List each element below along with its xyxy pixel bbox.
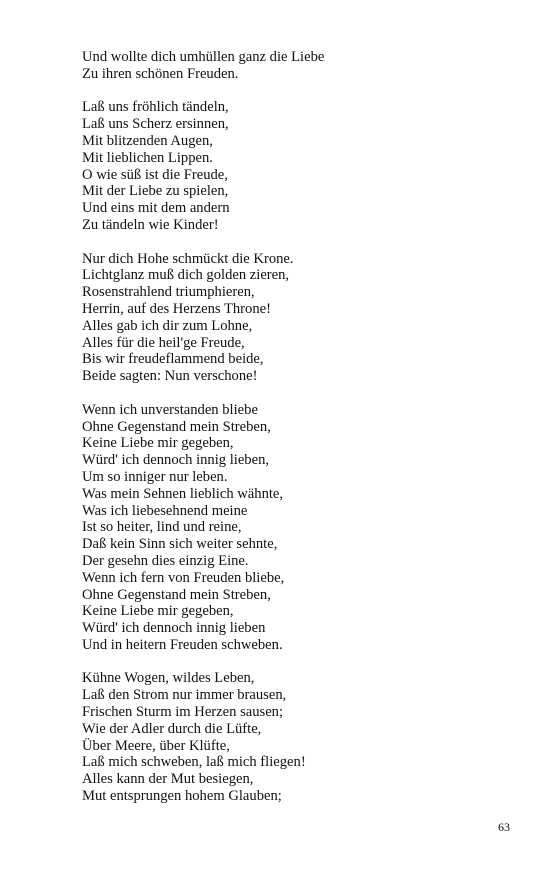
- poem-line: Alles kann der Mut besiegen,: [82, 771, 254, 788]
- poem-line: Was mein Sehnen lieblich wähnte,: [82, 485, 284, 502]
- poem-line: Bis wir freudeflammend beide,: [82, 351, 264, 368]
- poem-line: Frischen Sturm im Herzen sausen;: [82, 704, 284, 721]
- poem-line: Daß kein Sinn sich weiter sehnte,: [82, 536, 278, 553]
- poem-line: Alles gab ich dir zum Lohne,: [82, 317, 253, 334]
- poem-line: Mit der Liebe zu spielen,: [82, 183, 229, 200]
- poem-line: Laß uns fröhlich tändeln,: [82, 99, 229, 116]
- poem-line: Ist so heiter, lind und reine,: [82, 519, 242, 536]
- poem-line: Keine Liebe mir gegeben,: [82, 435, 234, 452]
- poem-text: [82, 49, 512, 822]
- poem-line: Kühne Wogen, wildes Leben,: [82, 670, 255, 687]
- poem-line: Der gesehn dies einzig Eine.: [82, 552, 249, 569]
- poem-line: Über Meere, über Klüfte,: [82, 737, 230, 754]
- poem-line: Zu ihren schönen Freuden.: [82, 65, 239, 82]
- poem-line: Lichtglanz muß dich golden zieren,: [82, 267, 290, 284]
- poem-line: Mut entsprungen hohem Glauben;: [82, 788, 282, 805]
- poem-line: Laß uns Scherz ersinnen,: [82, 116, 229, 133]
- stanza-4: [82, 402, 512, 654]
- poem-line: Laß mich schweben, laß mich fliegen!: [82, 754, 306, 771]
- poem-line: Wie der Adler durch die Lüfte,: [82, 720, 262, 737]
- poem-line: Wenn ich unverstanden bliebe: [82, 401, 258, 418]
- poem-line: Keine Liebe mir gegeben,: [82, 603, 234, 620]
- poem-line: Nur dich Hohe schmückt die Krone.: [82, 250, 294, 267]
- poem-line: Mit blitzenden Augen,: [82, 132, 213, 149]
- poem-line: Zu tändeln wie Kinder!: [82, 216, 219, 233]
- stanza-3: [82, 251, 512, 385]
- page-number: 63: [498, 820, 510, 834]
- poem-line: Mit lieblichen Lippen.: [82, 149, 213, 166]
- poem-line: Rosenstrahlend triumphieren,: [82, 284, 255, 301]
- stanza-2: [82, 99, 512, 233]
- poem-line: Alles für die heil'ge Freude,: [82, 334, 245, 351]
- poem-line: Um so inniger nur leben.: [82, 468, 228, 485]
- stanza-5: [82, 670, 512, 804]
- poem-line: Was ich liebesehnend meine: [82, 502, 248, 519]
- poem-line: Und eins mit dem andern: [82, 200, 230, 217]
- stanza-1: [82, 49, 512, 83]
- poem-line: Beide sagten: Nun verschone!: [82, 368, 258, 385]
- poem-line: Würd' ich dennoch innig lieben,: [82, 452, 270, 469]
- poem-line: Ohne Gegenstand mein Streben,: [82, 418, 271, 435]
- poem-line: Und wollte dich umhüllen ganz die Liebe: [82, 49, 325, 65]
- poem-line: Und in heitern Freuden schweben.: [82, 636, 283, 653]
- poem-line: Würd' ich dennoch innig lieben: [82, 620, 266, 637]
- poem-line: O wie süß ist die Freude,: [82, 166, 228, 183]
- poem-line: Laß den Strom nur immer brausen,: [82, 687, 287, 704]
- poem-line: Herrin, auf des Herzens Throne!: [82, 300, 271, 317]
- poem-line: Wenn ich fern von Freuden bliebe,: [82, 569, 285, 586]
- poem-line: Ohne Gegenstand mein Streben,: [82, 586, 271, 603]
